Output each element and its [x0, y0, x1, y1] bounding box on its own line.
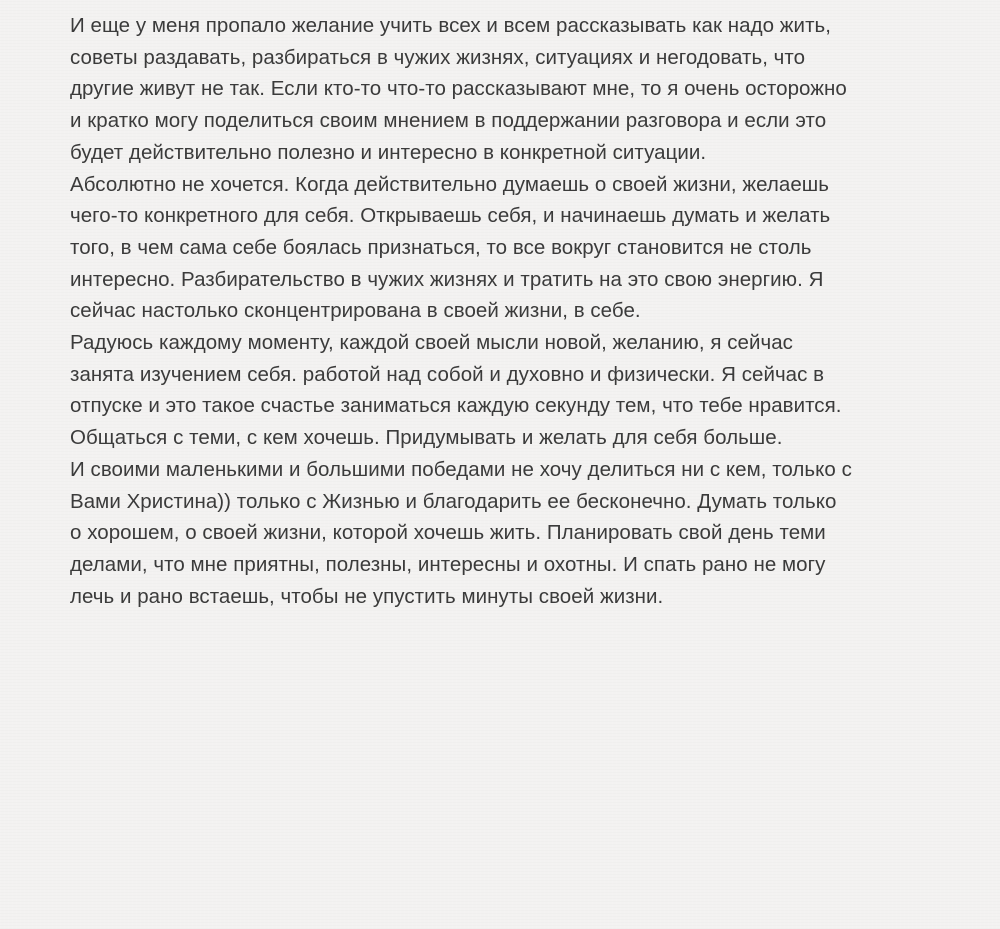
note-line: того, в чем сама себе боялась признаться, то все вокруг становится не столь	[70, 235, 812, 259]
note-line: Радуюсь каждому моменту, каждой своей мысли новой, желанию, я сейчас	[70, 331, 793, 355]
note-line: занята изучением себя. работой над собой и духовно и физически. Я сейчас в	[70, 362, 825, 386]
note-line: и кратко могу поделиться своим мнением в поддержании разговора и если это	[70, 109, 827, 133]
note-text	[70, 10, 970, 612]
note-line: И своими маленькими и большими победами не хочу делиться ни с кем, только с	[70, 457, 852, 481]
note-line: советы раздавать, разбираться в чужих жизнях, ситуациях и негодовать, что	[70, 45, 806, 69]
note-line: отпуске и это такое счастье заниматься каждую секунду тем, что тебе нравится.	[70, 394, 842, 418]
note-line: другие живут не так. Если кто-то что-то рассказывают мне, то я очень осторожно	[70, 77, 847, 101]
note-line: сейчас настолько сконцентрирована в своей жизни, в себе.	[70, 299, 641, 323]
note-line: Вами Христина)) только с Жизнью и благодарить ее бесконечно. Думать только	[70, 489, 837, 513]
note-line: о хорошем, о своей жизни, которой хочешь жить. Планировать свой день теми	[70, 521, 826, 545]
note-line: будет действительно полезно и интересно в конкретной ситуации.	[70, 140, 707, 164]
note-line: интересно. Разбирательство в чужих жизнях и тратить на это свою энергию. Я	[70, 267, 824, 291]
note-line: Абсолютно не хочется. Когда действительно думаешь о своей жизни, желаешь	[70, 172, 829, 196]
note-line: чего-то конкретного для себя. Открываешь себя, и начинаешь думать и желать	[70, 204, 831, 228]
note-line: И еще у меня пропало желание учить всех и всем рассказывать как надо жить,	[70, 14, 831, 37]
note-line: Общаться с теми, с кем хочешь. Придумывать и желать для себя больше.	[70, 426, 783, 450]
note-line: делами, что мне приятны, полезны, интересны и охотны. И спать рано не могу	[70, 552, 826, 576]
note-line: лечь и рано встаешь, чтобы не упустить минуты своей жизни.	[70, 584, 664, 608]
